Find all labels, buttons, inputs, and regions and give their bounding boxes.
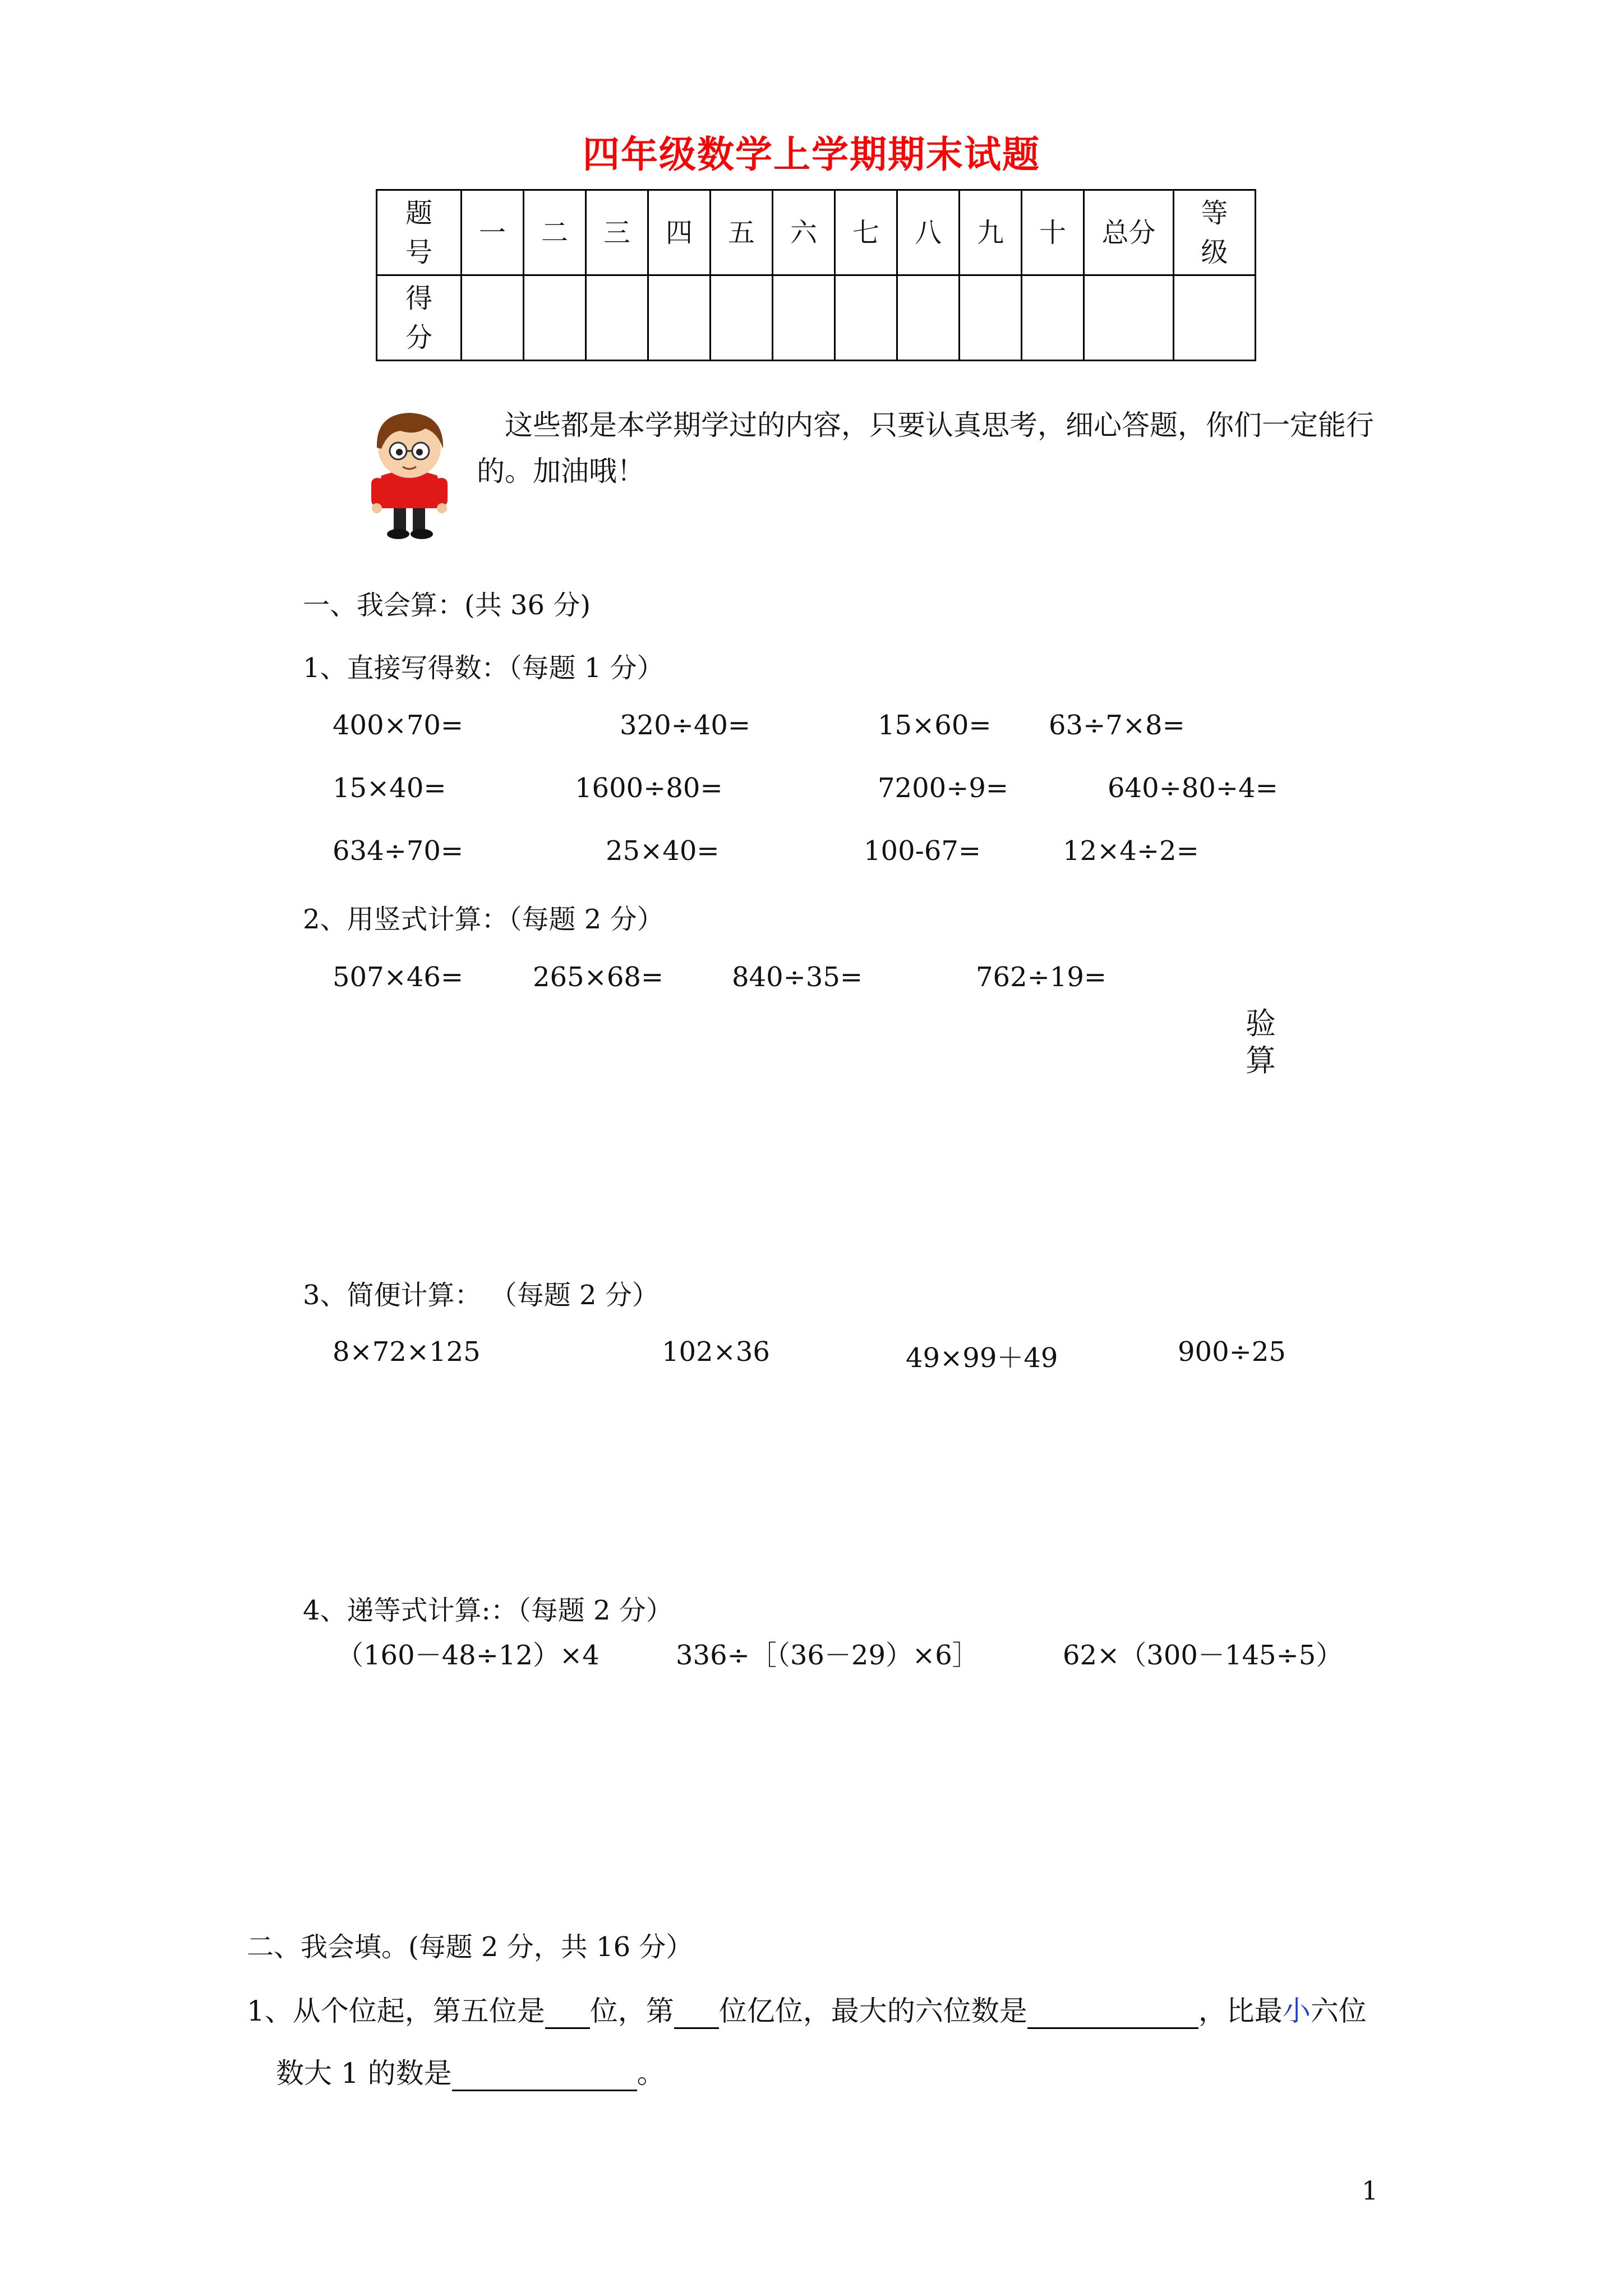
fill-q1-text-1: 1、从个位起，第五位是	[247, 1995, 545, 2027]
header-label-cell	[377, 190, 462, 275]
fill-q1-text-3: 位亿位，最大的六位数是	[718, 1995, 1027, 2027]
score-cell-8[interactable]	[897, 275, 960, 361]
page-number: 1	[1362, 2175, 1378, 2206]
q2-label: 2、用竖式计算：（每题 2 分）	[303, 904, 664, 935]
score-cell-10[interactable]	[1022, 275, 1084, 361]
q2-item: 840÷35=	[732, 961, 863, 993]
q4-item: （160－48÷12）×4	[336, 1640, 600, 1671]
score-table	[376, 189, 1256, 361]
fill-blank[interactable]	[452, 2057, 637, 2091]
score-table-score-row	[377, 275, 1256, 361]
header-label: 题号	[405, 197, 432, 268]
total-label: 总分	[1084, 190, 1174, 275]
score-table-header-row	[377, 190, 1256, 275]
score-cell-6[interactable]	[773, 275, 835, 361]
column-4: 四	[648, 190, 711, 275]
q1-item: 12×4÷2=	[1063, 835, 1199, 867]
column-7: 七	[835, 190, 897, 275]
q4-label: 4、递等式计算:：（每题 2 分）	[303, 1595, 673, 1626]
score-cell-7[interactable]	[835, 275, 897, 361]
fill-blank[interactable]	[674, 1995, 719, 2029]
column-1: 一	[462, 190, 524, 275]
q1-item: 1600÷80=	[575, 772, 723, 804]
score-cell-1[interactable]	[462, 275, 524, 361]
column-8: 八	[897, 190, 960, 275]
q1-item: 15×40=	[333, 772, 446, 804]
grade-label: 等级	[1201, 197, 1228, 268]
score-row-label-cell	[377, 275, 462, 361]
q3-item: 102×36	[662, 1336, 770, 1368]
q3-label: 3、简便计算： （每题 2 分）	[303, 1280, 659, 1311]
q1-item: 15×60=	[878, 710, 992, 741]
q1-label: 1、直接写得数：（每题 1 分）	[303, 652, 664, 684]
score-cell-grade[interactable]	[1174, 275, 1256, 361]
score-cell-3[interactable]	[586, 275, 648, 361]
fill-question-1-line-2	[276, 2051, 665, 2091]
score-cell-5[interactable]	[711, 275, 773, 361]
q1-item: 25×40=	[606, 835, 720, 867]
fill-q1-text-6: 数大 1 的数是	[276, 2057, 452, 2090]
fill-q1-text-7: 。	[637, 2057, 665, 2090]
q1-item: 7200÷9=	[878, 772, 1009, 804]
score-row-label: 得分	[405, 282, 432, 353]
fill-question-1-line-1	[247, 1989, 1367, 2029]
q1-item: 634÷70=	[333, 835, 464, 867]
column-9: 九	[960, 190, 1022, 275]
fill-q1-text-4: ，比最	[1198, 1995, 1283, 2027]
column-10: 十	[1022, 190, 1084, 275]
score-cell-9[interactable]	[960, 275, 1022, 361]
q1-item: 100-67=	[864, 835, 981, 867]
score-cell-4[interactable]	[648, 275, 711, 361]
column-6: 六	[773, 190, 835, 275]
page-title: 四年级数学上学期期末试题	[583, 132, 1040, 176]
section-1-heading: 一、我会算：(共 36 分)	[303, 590, 591, 621]
q1-item: 320÷40=	[620, 710, 751, 741]
fill-q1-text-2: 位，第	[589, 1995, 674, 2027]
column-2: 二	[524, 190, 586, 275]
column-3: 三	[586, 190, 648, 275]
fill-q1-highlight: 小	[1282, 1995, 1311, 2027]
intro-line-1: 这些都是本学期学过的内容，只要认真思考，细心答题，你们一定能行	[505, 409, 1374, 441]
q1-item: 400×70=	[333, 710, 464, 741]
fill-blank[interactable]	[1027, 1995, 1198, 2029]
cartoon-boy-illustration	[359, 404, 460, 544]
intro-line-2: 的。加油哦！	[477, 455, 645, 487]
q2-item: 507×46=	[333, 961, 464, 993]
q4-item: 336÷［（36－29）×6］	[676, 1640, 979, 1671]
q3-item: 900÷25	[1178, 1336, 1286, 1368]
q2-item: 265×68=	[533, 961, 664, 993]
fill-q1-text-5: 六位	[1310, 1995, 1367, 2027]
q2-item: 762÷19=	[976, 961, 1107, 993]
fill-blank[interactable]	[545, 1995, 590, 2029]
q1-item: 640÷80÷4=	[1108, 772, 1278, 804]
column-5: 五	[711, 190, 773, 275]
score-cell-total[interactable]	[1084, 275, 1174, 361]
grade-label-cell	[1174, 190, 1256, 275]
section-2-heading: 二、我会填。(每题 2 分，共 16 分）	[247, 1931, 693, 1963]
q3-item: 8×72×125	[333, 1336, 481, 1368]
score-cell-2[interactable]	[524, 275, 586, 361]
q1-item: 63÷7×8=	[1049, 710, 1185, 741]
q3-item: 49×99＋49	[906, 1342, 1058, 1374]
check-label: 验算	[1246, 1006, 1276, 1078]
q4-item: 62×（300－145÷5）	[1063, 1640, 1343, 1671]
